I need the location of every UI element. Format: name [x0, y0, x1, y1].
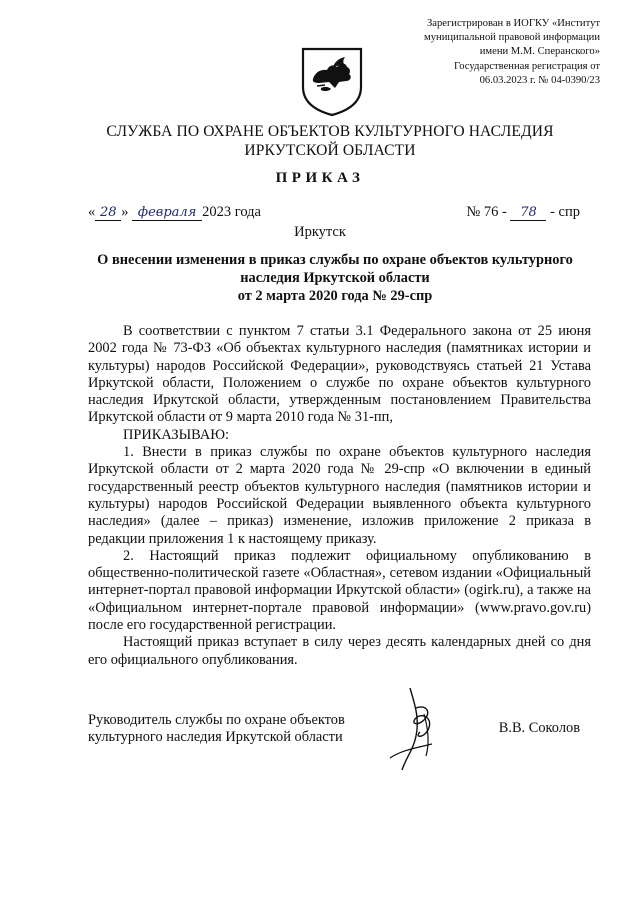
preamble-paragraph: В соответствии с пунктом 7 статьи 3.1 Федерального закона от 25 июня 2002 года № 73-ФЗ «Об объектах культурного наследия (памятниках истории и культуры) народов Российской Федерации», руководствуясь статьей 21 Устава Иркутской области, Положением о службе по охране объектов культурного наследия Иркутской области, утвержденным постановлением Правительства Иркутской области от 9 марта 2010 года № 31-пп, — [88, 323, 591, 426]
date-open-quote: « — [88, 204, 96, 220]
registration-stamp — [370, 17, 600, 88]
document-type: ПРИКАЗ — [275, 170, 365, 186]
signatory-title-line: культурного наследия Иркутской области — [88, 729, 343, 746]
agency-line: ИРКУТСКОЙ ОБЛАСТИ — [244, 142, 416, 159]
subject-line: от 2 марта 2020 года № 29-спр — [237, 288, 433, 304]
document-number — [466, 204, 580, 221]
signatory-title-line: Руководитель службы по охране объектов — [88, 712, 345, 728]
signatory-name: В.В. Соколов — [498, 720, 580, 736]
date-day: 28 — [95, 205, 121, 221]
document-body — [88, 323, 591, 669]
date-close-quote: » — [121, 204, 129, 220]
registration-line: 06.03.2023 г. № 04-0390/23 — [479, 74, 600, 86]
city: Иркутск — [294, 224, 346, 240]
closing-paragraph: Настоящий приказ вступает в силу через десять календарных дней со дня его официального опубликования. — [88, 634, 591, 668]
subject-line: О внесении изменения в приказ службы по охране объектов культурного — [97, 252, 573, 268]
registration-line: Государственная регистрация от — [454, 60, 600, 72]
registration-line: муниципальной правовой информации — [424, 32, 600, 44]
date-year: 2023 года — [202, 204, 261, 220]
registration-line: Зарегистрирован в ИОГКУ «Институт — [426, 18, 600, 29]
agency-line: СЛУЖБА ПО ОХРАНЕ ОБЪЕКТОВ КУЛЬТУРНОГО НАСЛЕДИЯ — [106, 123, 554, 140]
document-subject — [80, 251, 590, 305]
subject-line: наследия Иркутской области — [240, 270, 430, 286]
number-prefix: № 76 - — [466, 204, 507, 220]
number-value: 78 — [510, 205, 546, 221]
date-month: февраля — [132, 205, 202, 221]
decree-word: ПРИКАЗЫВАЮ: — [123, 426, 230, 443]
item-2-paragraph: 2. Настоящий приказ подлежит официальному опубликованию в общественно-политической газете «Областная», сетевом издании «Официальный интернет-портал правовой информации Иркутской области» (ogirk.ru), а также на «Официальном интернет-портале правовой информации» (www.pravo.gov.ru) после его государственной регистрации. — [88, 547, 591, 634]
handwritten-signature — [380, 678, 460, 778]
coat-of-arms-icon — [299, 45, 365, 117]
agency-name — [60, 122, 600, 160]
number-suffix: - спр — [550, 204, 580, 220]
registration-line: имени М.М. Сперанского» — [479, 46, 600, 58]
item-1-paragraph: 1. Внести в приказ службы по охране объектов культурного наследия Иркутской области от 2 марта 2020 года № 29-спр «О включении в единый государственный реестр объектов культурного наследия (памятников истории и культуры) народов Российской Федерации выявленного объекта культурного наследия» (далее – приказ) изменение, изложив приложение 2 приказа в редакции приложения 1 к настоящему приказу. — [88, 444, 591, 547]
document-date — [88, 204, 261, 221]
signatory-title — [88, 712, 345, 747]
